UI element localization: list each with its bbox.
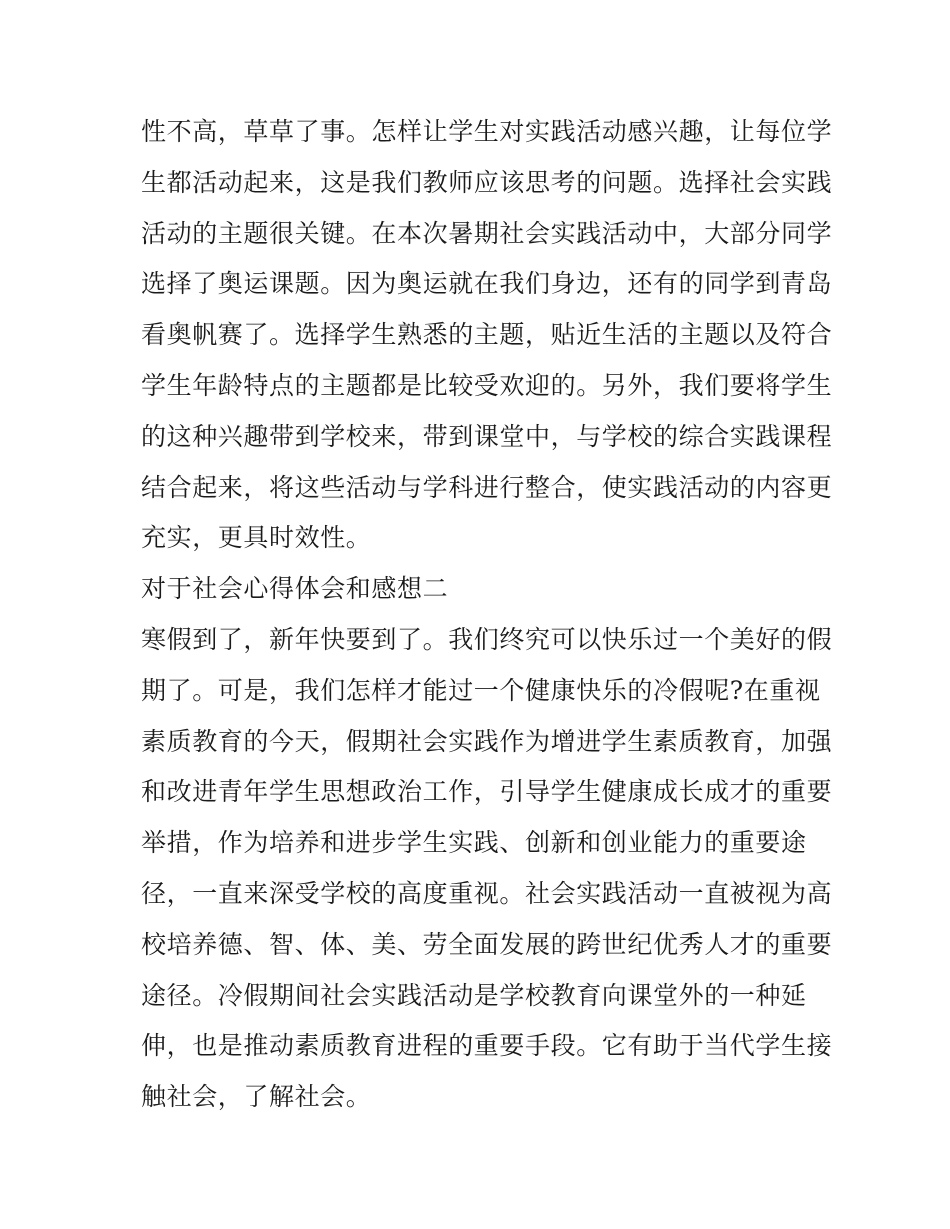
paragraph-1-line: 充实，更具时效性。 — [141, 523, 372, 553]
paragraph-2-line: 举措，作为培养和进步学生实践、创新和创业能力的重要途 — [141, 828, 807, 858]
paragraph-2-line: 和改进青年学生思想政治工作，引导学生健康成长成才的重要 — [141, 777, 833, 807]
section-2-title-block — [141, 564, 821, 615]
paragraph-2-line: 触社会，了解社会。 — [141, 1082, 372, 1112]
paragraph-1-line: 结合起来，将这些活动与学科进行整合，使实践活动的内容更 — [141, 472, 833, 502]
paragraph-1 — [141, 107, 833, 564]
paragraph-2-line: 伸，也是推动素质教育进程的重要手段。它有助于当代学生接 — [141, 1031, 833, 1061]
paragraph-2-line: 途径。冷假期间社会实践活动是学校教育向课堂外的一种延 — [141, 980, 807, 1010]
paragraph-2 — [141, 615, 833, 1123]
paragraph-1-line: 性不高，草草了事。怎样让学生对实践活动感兴趣，让每位学 — [141, 117, 833, 146]
paragraph-1-line: 活动的主题很关键。在本次暑期社会实践活动中，大部分同学 — [141, 218, 833, 248]
paragraph-1-line: 看奥帆赛了。选择学生熟悉的主题，贴近生活的主题以及符合 — [141, 320, 833, 350]
paragraph-2-line: 校培养德、智、体、美、劳全面发展的跨世纪优秀人才的重要 — [141, 929, 833, 959]
paragraph-2-line: 寒假到了，新年快要到了。我们终究可以快乐过一个美好的假 — [141, 625, 833, 654]
paragraph-2-line: 期了。可是，我们怎样才能过一个健康快乐的冷假呢?在重视 — [141, 675, 821, 705]
paragraph-1-line: 学生年龄特点的主题都是比较受欢迎的。另外，我们要将学生 — [141, 370, 833, 400]
paragraph-1-line: 生都活动起来，这是我们教师应该思考的问题。选择社会实践 — [141, 167, 833, 197]
paragraph-2-line: 径，一直来深受学校的高度重视。社会实践活动一直被视为高 — [141, 878, 833, 908]
paragraph-2-line: 素质教育的今天，假期社会实践作为增进学生素质教育，加强 — [141, 726, 833, 756]
paragraph-1-line: 选择了奥运课题。因为奥运就在我们身边，还有的同学到青岛 — [141, 269, 833, 299]
paragraph-1-line: 的这种兴趣带到学校来，带到课堂中，与学校的综合实践课程 — [141, 421, 833, 451]
section-2-title: 对于社会心得体会和感想二 — [141, 574, 449, 603]
